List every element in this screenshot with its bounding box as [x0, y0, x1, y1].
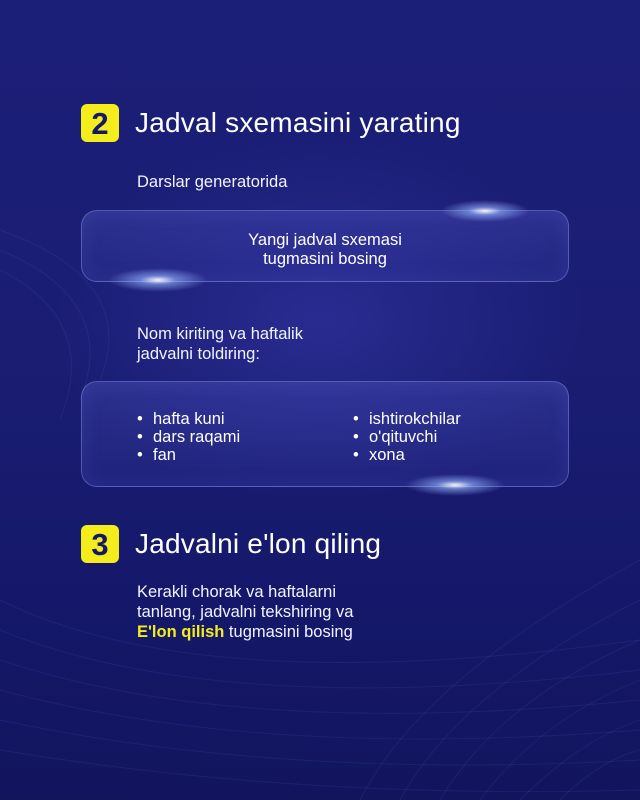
instruction-line: Nom kiriting va haftalik: [137, 325, 303, 343]
step-3-title: Jadvalni e'lon qiling: [135, 528, 382, 559]
step-3-description: [137, 582, 353, 642]
new-schedule-button-card: [81, 210, 569, 282]
card-line: Yangi jadval sxemasi: [248, 231, 402, 249]
step-2-title: Jadval sxemasini yarating: [135, 107, 461, 138]
description-line: [137, 622, 353, 642]
step-2-instruction: [137, 324, 303, 364]
step-2-intro: Darslar generatorida: [137, 173, 288, 191]
list-item: • fan: [137, 446, 240, 464]
step-3-header: [81, 525, 381, 563]
fields-list-left: [137, 410, 240, 464]
fields-list-card: [81, 381, 569, 487]
description-line: tanlang, jadvalni tekshiring va: [137, 603, 354, 621]
list-item: • xona: [353, 446, 461, 464]
list-item: • o'qituvchi: [353, 428, 461, 446]
description-line: Kerakli chorak va haftalarni: [137, 583, 337, 601]
publish-button-name: E'lon qilish: [137, 623, 225, 641]
card-instruction: [82, 231, 568, 269]
step-2-header: [81, 104, 461, 142]
step-number-badge: 2: [81, 104, 119, 142]
card-line: tugmasini bosing: [263, 250, 387, 268]
list-item: • dars raqami: [137, 428, 240, 446]
list-item: • hafta kuni: [137, 410, 240, 428]
description-rest: tugmasini bosing: [224, 623, 353, 641]
instruction-line: jadvalni toldiring:: [137, 345, 260, 363]
step-number-badge: 3: [81, 525, 119, 563]
fields-list-right: [353, 410, 461, 464]
list-item: • ishtirokchilar: [353, 410, 461, 428]
